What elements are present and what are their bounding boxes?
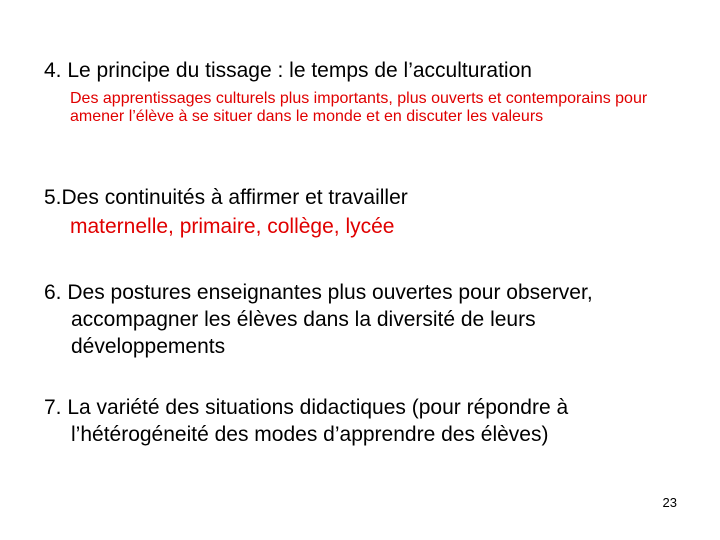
page-number: 23 — [662, 495, 677, 510]
point-4 — [44, 57, 684, 126]
point-4-detail: Des apprentissages culturels plus importants, plus ouverts et contemporains pour amener l’élève à se situer dans le monde et en discuter les valeurs — [70, 90, 648, 125]
point-7-title: 7. La variété des situations didactiques (pour répondre à l’hétérogéneité des modes d’apprendre des élèves) — [44, 396, 569, 446]
point-6 — [44, 279, 684, 360]
point-5 — [44, 184, 684, 240]
point-5-detail: maternelle, primaire, collège, lycée — [70, 215, 395, 238]
point-4-title: 4. Le principe du tissage : le temps de l’acculturation — [44, 59, 532, 82]
point-5-title: 5.Des continuités à affirmer et travailler — [44, 186, 408, 209]
point-6-title: 6. Des postures enseignantes plus ouvertes pour observer, accompagner les élèves dans la diversité de leurs développements — [44, 281, 593, 358]
point-7 — [44, 394, 684, 448]
